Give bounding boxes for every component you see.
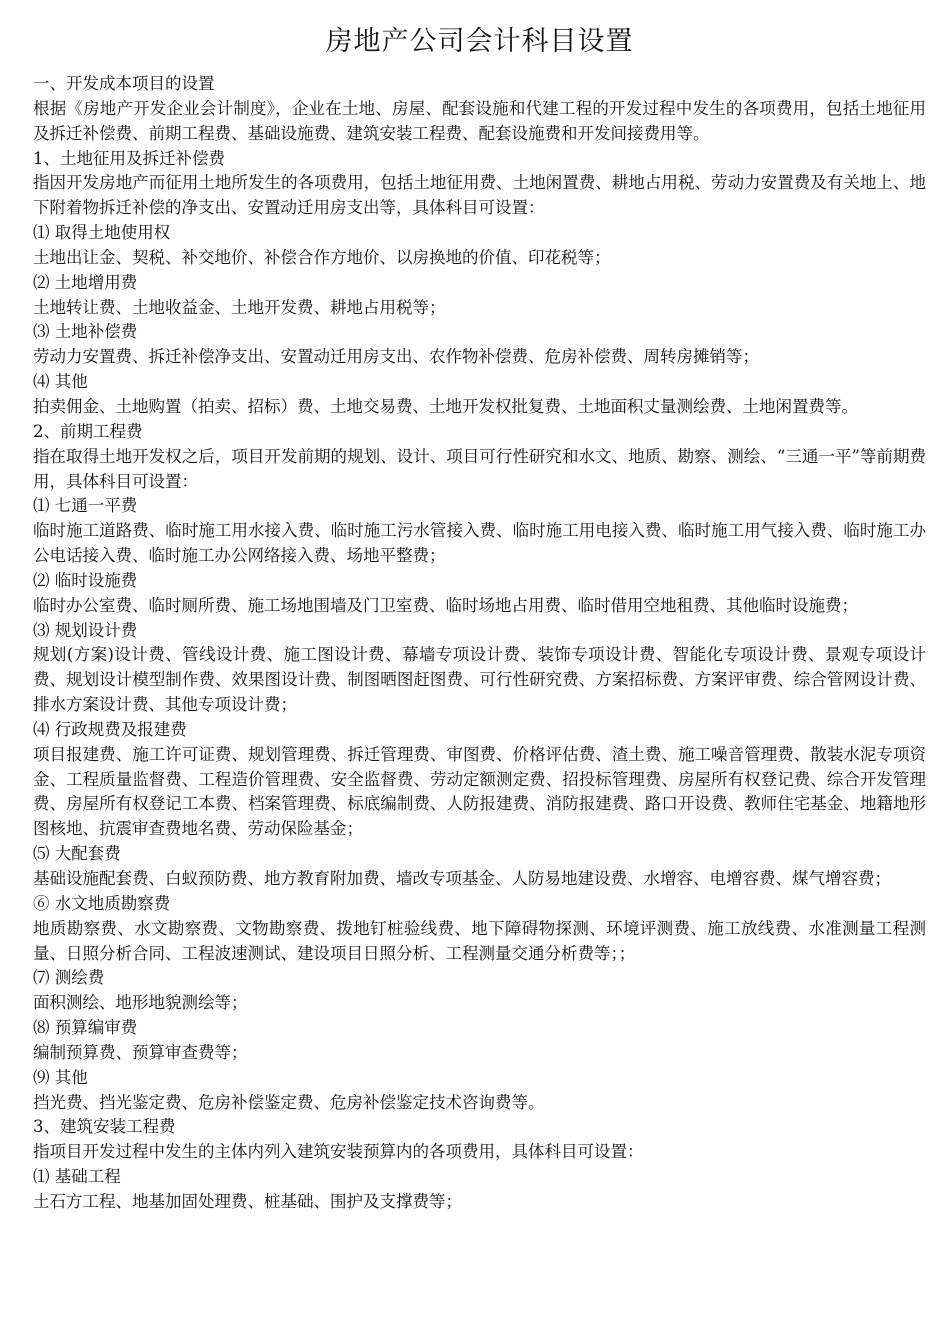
section-heading: ⑶ 土地补偿费	[33, 322, 138, 342]
body-paragraph: 指在取得土地开发权之后，项目开发前期的规划、设计、项目可行性研究和水文、地质、勘察、测绘、“三通一平”等前期费用，具体科目可设置：	[33, 446, 926, 491]
body-paragraph: 土地转让费、土地收益金、土地开发费、耕地占用税等；	[33, 297, 446, 317]
body-paragraph: 项目报建费、施工许可证费、规划管理费、拆迁管理费、审图费、价格评估费、渣土费、施工噪音管理费、散装水泥专项资金、工程质量监督费、工程造价管理费、安全监督费、劳动定额测定费、招投标管理费、房屋所有权登记费、综合开发管理费、房屋所有权登记工本费、档案管理费、标底编制费、人防报建费、消防报建费、路口开设费、教师住宅基金、地籍地形图核地、抗震审查费地名费、劳动保险基金；	[33, 744, 926, 839]
body-paragraph: 临时施工道路费、临时施工用水接入费、临时施工污水管接入费、临时施工用电接入费、临时施工用气接入费、临时施工办公电话接入费、临时施工办公网络接入费、场地平整费；	[33, 521, 926, 566]
body-paragraph: 指项目开发过程中发生的主体内列入建筑安装预算内的各项费用，具体科目可设置：	[33, 1142, 644, 1162]
section-heading: ⑷ 行政规费及报建费	[33, 719, 187, 739]
document-title: 房地产公司会计科目设置	[325, 26, 634, 57]
section-heading: ⑵ 临时设施费	[33, 570, 138, 590]
body-paragraph: 土地出让金、契税、补交地价、补偿合作方地价、以房换地的价值、印花税等；	[33, 247, 611, 267]
body-paragraph: 指因开发房地产而征用土地所发生的各项费用，包括土地征用费、土地闲置费、耕地占用税、劳动力安置费及有关地上、地下附着物拆迁补偿的净支出、安置动迁用房支出等，具体科目可设置：	[33, 173, 926, 218]
section-heading: 3、建筑安装工程费	[33, 1117, 176, 1137]
body-paragraph: 拍卖佣金、土地购置（拍卖、招标）费、土地交易费、土地开发权批复费、土地面积丈量测绘费、土地闲置费等。	[33, 396, 858, 416]
section-heading: ⑼ 其他	[33, 1067, 88, 1087]
section-heading: 1、土地征用及拆迁补偿费	[33, 148, 225, 168]
body-paragraph: 面积测绘、地形地貌测绘等；	[33, 993, 248, 1013]
section-heading: ⑴ 基础工程	[33, 1167, 121, 1187]
document-body	[33, 72, 926, 1215]
section-heading: ⑥ 水文地质勘察费	[33, 893, 171, 913]
body-paragraph: 临时办公室费、临时厕所费、施工场地围墙及门卫室费、临时场地占用费、临时借用空地租费、其他临时设施费；	[33, 595, 858, 615]
section-heading: ⑻ 预算编审费	[33, 1018, 138, 1038]
section-heading: ⑴ 七通一平费	[33, 496, 138, 516]
section-heading: ⑵ 土地增用费	[33, 272, 138, 292]
body-paragraph: 劳动力安置费、拆迁补偿净支出、安置动迁用房支出、农作物补偿费、危房补偿费、周转房摊销等；	[33, 347, 759, 367]
body-paragraph: 基础设施配套费、白蚁预防费、地方教育附加费、墙改专项基金、人防易地建设费、水增容、电增容费、煤气增容费；	[33, 869, 891, 888]
section-heading: 2、前期工程费	[33, 421, 143, 441]
section-heading: ⑺ 测绘费	[33, 968, 105, 988]
section-heading: ⑷ 其他	[33, 372, 88, 392]
section-heading: ⑶ 规划设计费	[33, 620, 138, 640]
body-paragraph: 地质勘察费、水文勘察费、文物勘察费、拨地钉桩验线费、地下障碍物探测、环境评测费、施工放线费、水准测量工程测量、日照分析合同、工程波速测试、建设项目日照分析、工程测量交通分析费等；；	[33, 918, 926, 963]
section-heading: 一、开发成本项目的设置	[33, 74, 215, 93]
body-paragraph: 规划(方案)设计费、管线设计费、施工图设计费、幕墙专项设计费、装饰专项设计费、智能化专项设计费、景观专项设计费、规划设计模型制作费、效果图设计费、制图晒图赶图费、可行性研究费、方案招标费、方案评审费、综合管网设计费、排水方案设计费、其他专项设计费；	[33, 645, 926, 715]
section-heading: ⑴ 取得土地使用权	[33, 223, 171, 243]
body-paragraph: 土石方工程、地基加固处理费、桩基础、围护及支撑费等；	[33, 1191, 462, 1211]
body-paragraph: 根据《房地产开发企业会计制度》，企业在土地、房屋、配套设施和代建工程的开发过程中发生的各项费用，包括土地征用及拆迁补偿费、前期工程费、基础设施费、建筑安装工程费、配套设施费和开发间接费用等。	[33, 98, 926, 143]
body-paragraph: 挡光费、挡光鉴定费、危房补偿鉴定费、危房补偿鉴定技术咨询费等。	[33, 1092, 545, 1112]
section-heading: ⑸ 大配套费	[33, 844, 121, 864]
body-paragraph: 编制预算费、预算审查费等；	[33, 1042, 248, 1062]
